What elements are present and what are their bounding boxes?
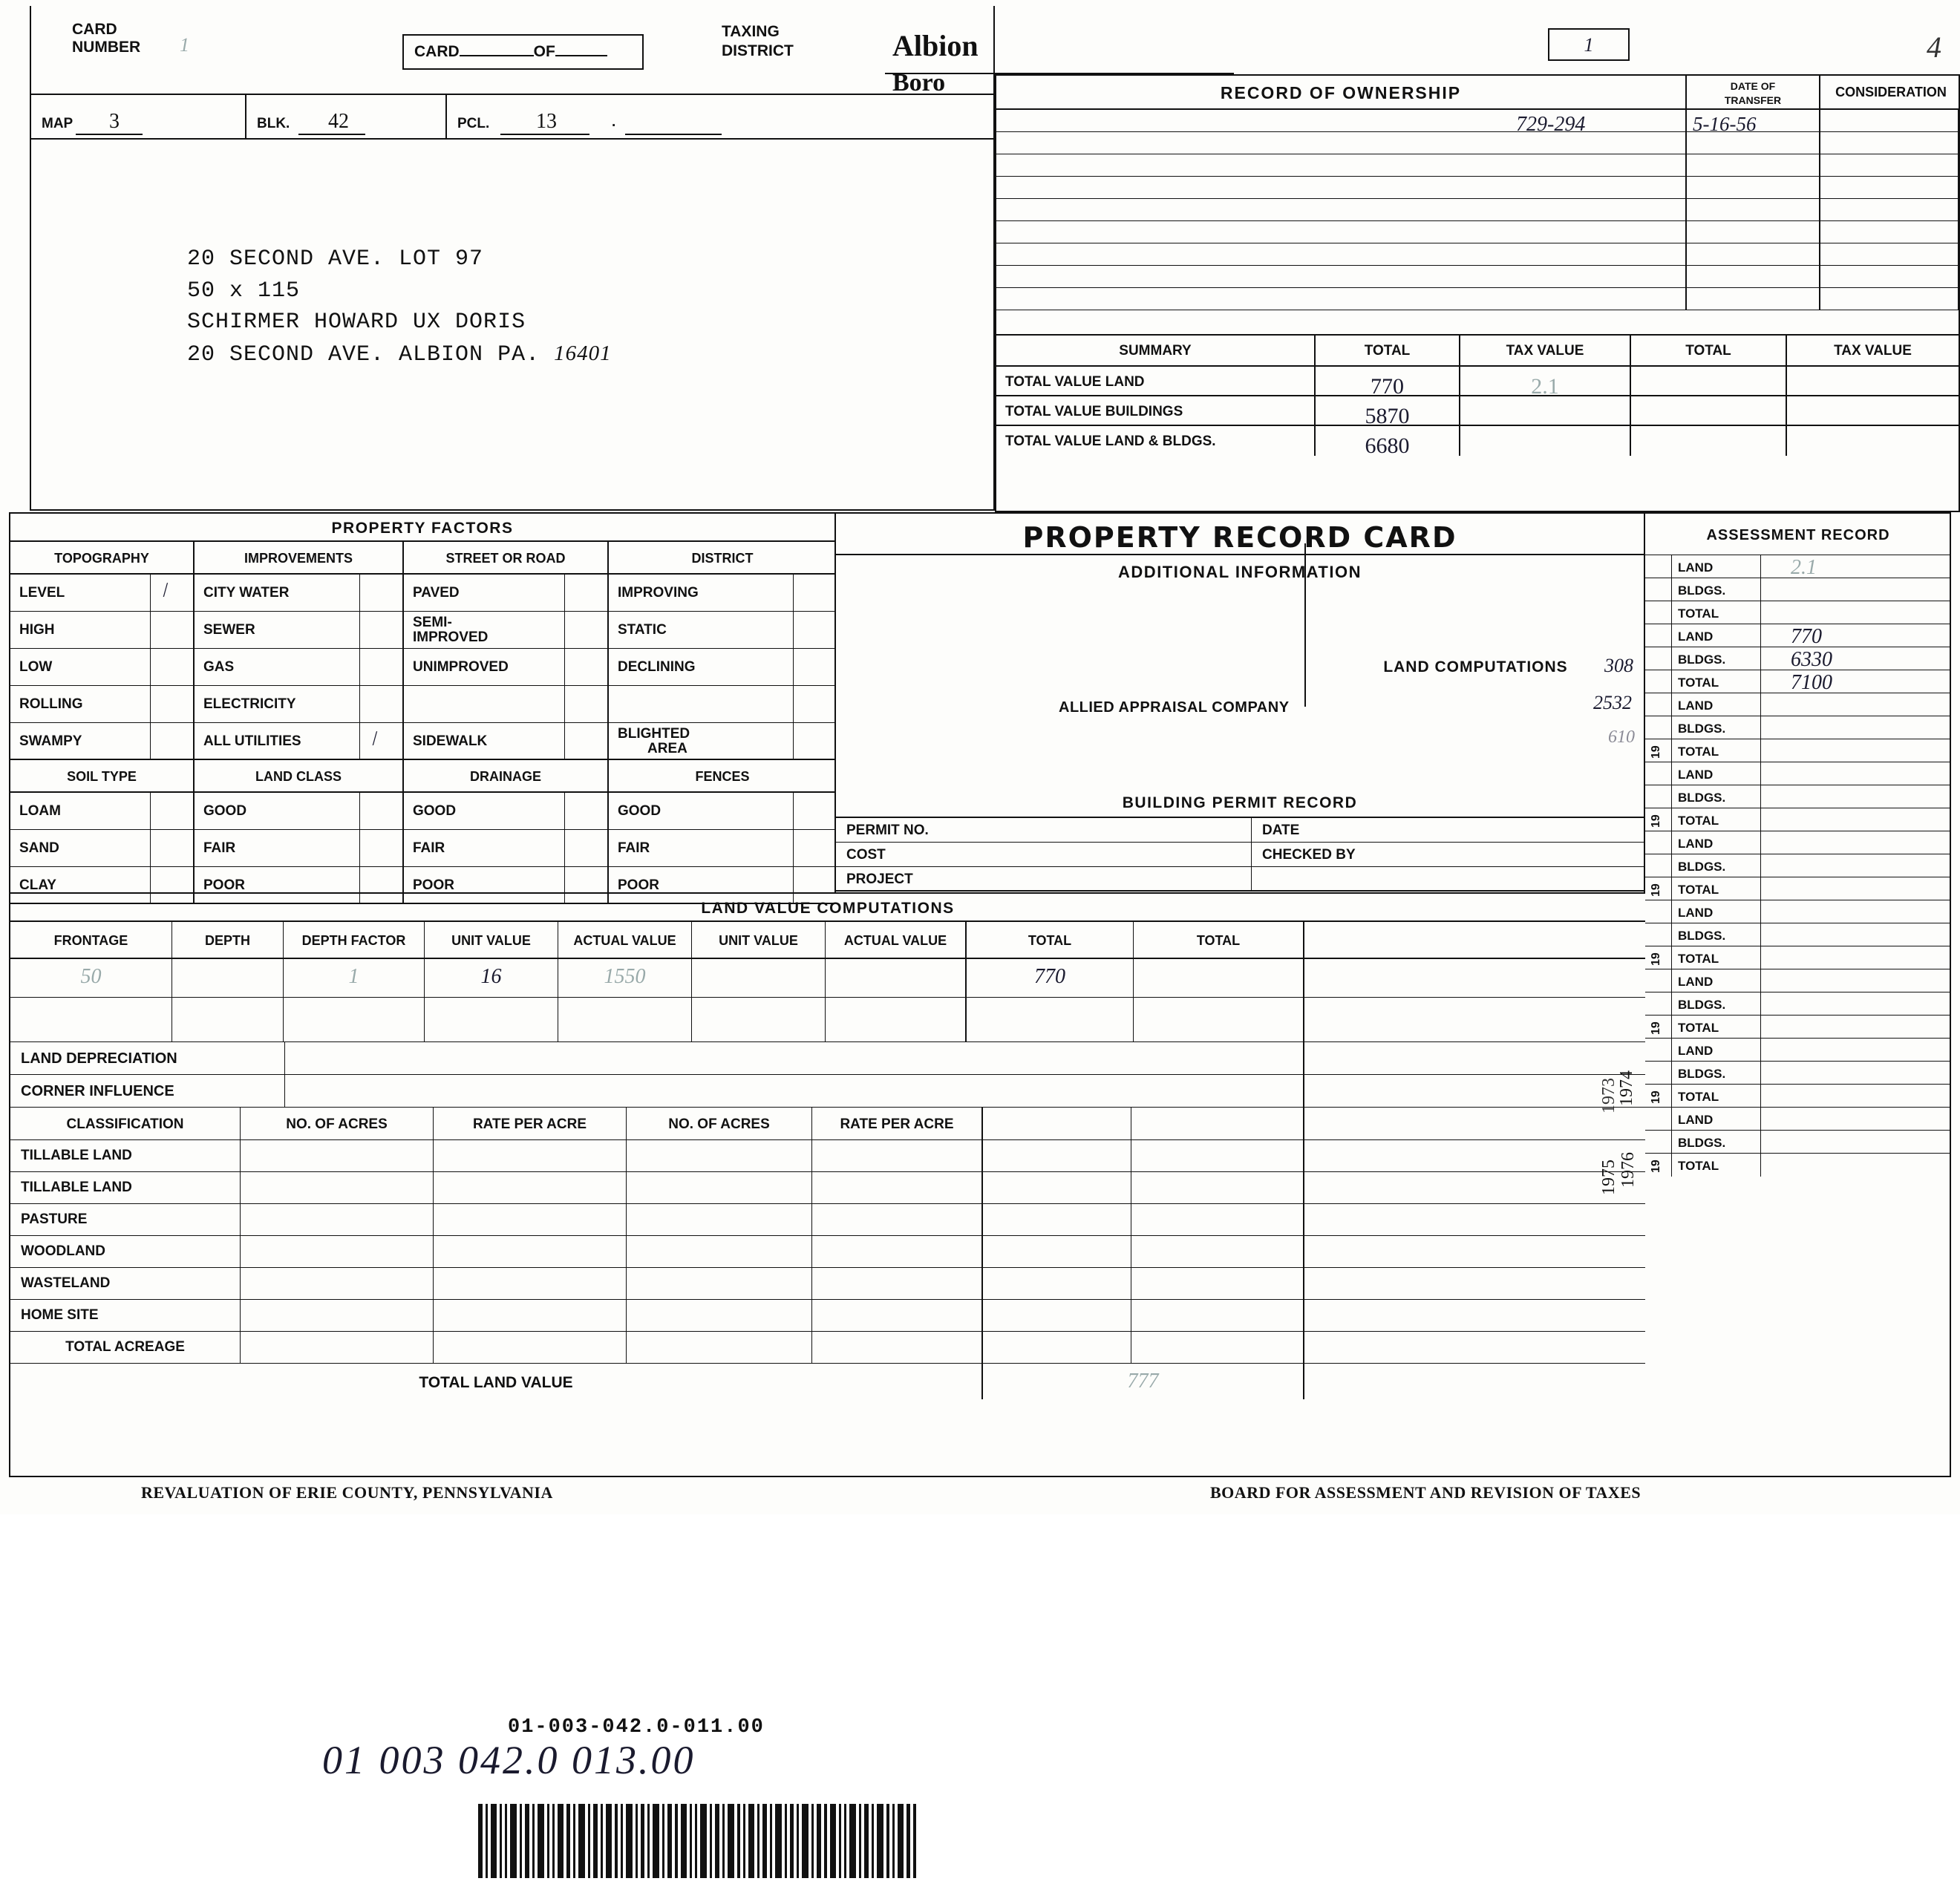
- table-row: HIGH SEWER SEMI- IMPROVED STATIC: [10, 612, 834, 649]
- table-row: [996, 288, 1959, 310]
- block-cell: BLK. 42: [246, 95, 447, 140]
- summary-header-row: SUMMARY TOTAL TAX VALUE TOTAL TAX VALUE: [996, 334, 1959, 367]
- land-total-value: 770: [967, 959, 1134, 997]
- table-row: 19 TOTAL: [1645, 877, 1951, 900]
- classification-header: CLASSIFICATION NO. OF ACRES RATE PER ACRE NO. OF ACRES RATE PER ACRE: [10, 1108, 1645, 1140]
- table-row: 19 TOTAL: [1645, 1154, 1951, 1177]
- land-depreciation-row: LAND DEPRECIATION: [10, 1042, 1645, 1075]
- date-of-transfer-header: DATE OF TRANSFER: [1687, 76, 1820, 110]
- table-row: TILLABLE LAND: [10, 1172, 1645, 1204]
- street-checkbox[interactable]: [564, 612, 607, 648]
- table-row: 19 TOTAL: [1645, 808, 1951, 831]
- property-factors-header-2: SOIL TYPE LAND CLASS DRAINAGE FENCES: [10, 760, 834, 793]
- table-row: TOTAL: [1645, 601, 1951, 624]
- fences-checkbox[interactable]: [793, 830, 836, 866]
- table-row: PERMIT NO. DATE: [836, 818, 1644, 843]
- card-sequence-box: 1: [1548, 28, 1630, 61]
- total-value-land: 770: [1316, 367, 1460, 395]
- taxing-district-label: TAXING DISTRICT: [722, 23, 794, 60]
- district-blighted-label: BLIGHTED AREA: [618, 726, 690, 756]
- lvc-header-row: FRONTAGE DEPTH DEPTH FACTOR UNIT VALUE ACTUAL VALUE UNIT VALUE ACTUAL VALUE TOTAL TOTAL: [10, 922, 1645, 959]
- assessment-record: ASSESSMENT RECORD LAND 2.1 BLDGS. TOTAL LAND 770 BLDGS. 6330 TOTAL 7100 LAND BLDGS. 19 TOTAL LAND BLDGS. 19 TOTAL LAND BLDGS. 19 TOTAL LAND BLDGS. 19 TOTAL LAND BLDGS. 19 TOTAL LAND BLDGS. 19 TOTAL LAND BLDGS. 19 TOTAL: [1645, 514, 1951, 1476]
- table-row: BLDGS.: [1645, 1062, 1951, 1085]
- footer-right-text: BOARD FOR ASSESSMENT AND REVISION OF TAXES: [1210, 1483, 1642, 1502]
- topography-checkbox[interactable]: /: [150, 575, 193, 611]
- fences-checkbox[interactable]: [793, 793, 836, 829]
- table-row: LAND: [1645, 1039, 1951, 1062]
- address-line-1: 20 SECOND AVE. LOT 97: [187, 246, 484, 272]
- owner-name: SCHIRMER HOWARD UX DORIS: [187, 310, 526, 336]
- improvements-checkbox[interactable]: [359, 649, 402, 685]
- street-semi-improved-label: SEMI- IMPROVED: [413, 615, 489, 645]
- corner-influence-row: CORNER INFLUENCE: [10, 1075, 1645, 1108]
- year-mark-3: 1975: [1599, 1160, 1618, 1195]
- drainage-checkbox[interactable]: [564, 830, 607, 866]
- table-row: TOTAL VALUE LAND & BLDGS. 6680: [996, 426, 1959, 456]
- soil-checkbox[interactable]: [150, 793, 193, 829]
- table-row: BLDGS.: [1645, 992, 1951, 1016]
- topography-checkbox[interactable]: [150, 686, 193, 722]
- ownership-rows: [996, 110, 1959, 333]
- drainage-checkbox[interactable]: [564, 793, 607, 829]
- land-computations-box: LAND COMPUTATIONS: [1304, 543, 1645, 707]
- total-land-value-row: TOTAL LAND VALUE 777: [10, 1364, 1645, 1399]
- zip-handwritten: 16401: [554, 341, 612, 365]
- note-value-2: 2532: [1593, 692, 1632, 713]
- card-of-box: CARD OF: [402, 34, 644, 70]
- map-cell: MAP 3: [31, 95, 246, 140]
- table-row: [10, 998, 1645, 1042]
- table-row: BLDGS.: [1645, 854, 1951, 877]
- table-row: [996, 266, 1959, 288]
- district-checkbox[interactable]: [793, 575, 836, 611]
- table-row: [996, 132, 1959, 154]
- table-row: PASTURE: [10, 1204, 1645, 1236]
- table-row: WOODLAND: [10, 1236, 1645, 1268]
- owner-address-block: [187, 243, 612, 370]
- assessment-buildings-value: 6330: [1791, 648, 1832, 671]
- year-mark-4: 1976: [1618, 1152, 1638, 1188]
- improvements-checkbox[interactable]: /: [359, 723, 402, 759]
- table-row: BLDGS.: [1645, 923, 1951, 946]
- total-value-buildings: 5870: [1316, 396, 1460, 425]
- street-checkbox[interactable]: [564, 575, 607, 611]
- table-row: LOW GAS UNIMPROVED DECLINING: [10, 649, 834, 686]
- table-row: 19 TOTAL: [1645, 946, 1951, 969]
- street-checkbox[interactable]: [564, 686, 607, 722]
- additional-information: PROPERTY RECORD CARD ADDITIONAL INFORMATION ALLIED APPRAISAL COMPANY 308 2532 610: [836, 514, 1645, 788]
- building-permit-record: BUILDING PERMIT RECORD PERMIT NO. DATE COST CHECKED BY PROJECT: [836, 788, 1645, 892]
- card-number-label: CARD NUMBER: [72, 21, 141, 56]
- table-row: SAND FAIR FAIR FAIR: [10, 830, 834, 867]
- table-row: LAND: [1645, 1108, 1951, 1131]
- table-row: LAND 770: [1645, 624, 1951, 647]
- table-row: BLDGS.: [1645, 716, 1951, 739]
- table-row: [996, 177, 1959, 199]
- table-row: LAND: [1645, 831, 1951, 854]
- parcel-barcode-area: [322, 1716, 946, 1887]
- table-row: HOME SITE: [10, 1300, 1645, 1332]
- table-row: TOTAL VALUE LAND 770 2.1: [996, 367, 1959, 396]
- property-factors: PROPERTY FACTORS TOPOGRAPHY IMPROVEMENTS STREET OR ROAD DISTRICT LEVEL / CITY WATER PAVED IMPROVING HIGH SEWER SEMI- IMPROVED STATIC LOW GAS UNIMPROVED DECLINING ROLLING ELECTRICITY SWAMPY ALL UTILITIES / SIDEWALK BLIGHTED AREA SOIL TYPE LAND CLASS DRAINAGE FENCES LOAM GOOD GOOD GOOD SAND FAIR FAIR FAIR CLAY POOR POOR POOR: [10, 514, 836, 892]
- soil-checkbox[interactable]: [150, 830, 193, 866]
- table-row: SWAMPY ALL UTILITIES / SIDEWALK BLIGHTED AREA: [10, 723, 834, 760]
- table-row: LAND 2.1: [1645, 555, 1951, 578]
- table-row: 19 TOTAL: [1645, 1085, 1951, 1108]
- table-row: [996, 110, 1959, 136]
- taxing-district-value: Albion Boro: [892, 29, 979, 97]
- table-row: LAND: [1645, 969, 1951, 992]
- ownership-title: RECORD OF OWNERSHIP: [996, 76, 1687, 110]
- note-value-3: 610: [1608, 727, 1635, 747]
- address-line-2: 50 x 115: [187, 278, 301, 304]
- parcel-cell: PCL. 13 .: [447, 95, 996, 140]
- topography-checkbox[interactable]: [150, 723, 193, 759]
- map-block-parcel-row: [31, 94, 996, 140]
- table-row: BLDGS.: [1645, 785, 1951, 808]
- table-row: 50 1 16 1550 770: [10, 959, 1645, 998]
- note-value-1: 308: [1604, 655, 1633, 676]
- table-row: TILLABLE LAND: [10, 1140, 1645, 1172]
- record-of-ownership: [995, 74, 1960, 512]
- table-row: LOAM GOOD GOOD GOOD: [10, 793, 834, 830]
- year-mark-1: 1973: [1599, 1078, 1618, 1113]
- land-class-checkbox[interactable]: [359, 793, 402, 829]
- table-row: LAND: [1645, 693, 1951, 716]
- table-row: LAND: [1645, 762, 1951, 785]
- table-row: WASTELAND: [10, 1268, 1645, 1300]
- district-checkbox[interactable]: [793, 649, 836, 685]
- parcel-code-printed: 01-003-042.0-011.00: [508, 1716, 765, 1739]
- total-land-value: 777: [1127, 1370, 1159, 1393]
- card-number-value: 1: [180, 34, 189, 56]
- year-mark-2: 1974: [1617, 1070, 1636, 1106]
- summary-table: [996, 334, 1959, 456]
- improvements-checkbox[interactable]: [359, 686, 402, 722]
- page-title: PROPERTY RECORD CARD: [836, 514, 1644, 555]
- table-row: [996, 154, 1959, 177]
- table-row: BLDGS.: [1645, 1131, 1951, 1154]
- appraisal-company: ALLIED APPRAISAL COMPANY: [1059, 699, 1290, 716]
- assessment-land-value: 770: [1791, 625, 1822, 648]
- district-checkbox[interactable]: [793, 612, 836, 648]
- table-row: 19 TOTAL: [1645, 739, 1951, 762]
- street-checkbox[interactable]: [564, 723, 607, 759]
- total-value-land-and-buildings: 6680: [1316, 426, 1460, 456]
- district-checkbox[interactable]: [793, 686, 836, 722]
- table-row: LAND: [1645, 900, 1951, 923]
- corner-annotation: 4: [1927, 30, 1941, 64]
- table-row: 19 TOTAL: [1645, 1016, 1951, 1039]
- table-row: BLDGS. 6330: [1645, 647, 1951, 670]
- property-factors-header: TOPOGRAPHY IMPROVEMENTS STREET OR ROAD DISTRICT: [10, 542, 834, 575]
- table-row: [996, 243, 1959, 266]
- land-value-computations: LAND VALUE COMPUTATIONS FRONTAGE DEPTH DEPTH FACTOR UNIT VALUE ACTUAL VALUE UNIT VALUE ACTUAL VALUE TOTAL TOTAL 50 1 16 1550 770 LAND DEPRECIATION CORNER INFLUENCE CLASSIFICATION NO. OF ACRES RATE PER ACRE NO. OF ACRES RATE PER ACRE TILLABLE LAND TILLABLE LAND PASTURE WOODLAND WASTELAND HOME SITE TOTAL ACREAGE TOTAL LAND VALUE 777: [10, 892, 1645, 1476]
- table-row: PROJECT: [836, 867, 1644, 892]
- header-block: [30, 6, 995, 511]
- frontage-value: 50: [10, 959, 172, 997]
- transfer-date: 5-16-56: [1693, 113, 1757, 135]
- table-row: TOTAL ACREAGE: [10, 1332, 1645, 1364]
- topography-checkbox[interactable]: [150, 649, 193, 685]
- district-checkbox[interactable]: [793, 723, 836, 759]
- table-row: BLDGS.: [1645, 578, 1951, 601]
- street-checkbox[interactable]: [564, 649, 607, 685]
- table-row: CLAY POOR POOR POOR: [10, 867, 834, 904]
- improvements-checkbox[interactable]: [359, 575, 402, 611]
- table-row: LEVEL / CITY WATER PAVED IMPROVING: [10, 575, 834, 612]
- address-line-4: 20 SECOND AVE. ALBION PA. 16401: [187, 341, 612, 367]
- consideration-header: CONSIDERATION: [1820, 76, 1960, 110]
- table-row: ROLLING ELECTRICITY: [10, 686, 834, 723]
- improvements-checkbox[interactable]: [359, 612, 402, 648]
- footer-left-text: REVALUATION OF ERIE COUNTY, PENNSYLVANIA: [141, 1483, 553, 1502]
- table-row: COST CHECKED BY: [836, 843, 1644, 867]
- land-class-checkbox[interactable]: [359, 830, 402, 866]
- table-row: TOTAL VALUE BUILDINGS 5870: [996, 396, 1959, 426]
- parcel-code-handwritten: 01 003 042.0 013.00: [322, 1738, 696, 1782]
- table-row: [996, 221, 1959, 243]
- barcode-icon: [478, 1804, 916, 1878]
- deed-reference: 729-294: [1516, 113, 1586, 136]
- topography-checkbox[interactable]: [150, 612, 193, 648]
- table-row: [996, 199, 1959, 221]
- table-row: TOTAL 7100: [1645, 670, 1951, 693]
- assessment-total-value: 7100: [1791, 671, 1832, 694]
